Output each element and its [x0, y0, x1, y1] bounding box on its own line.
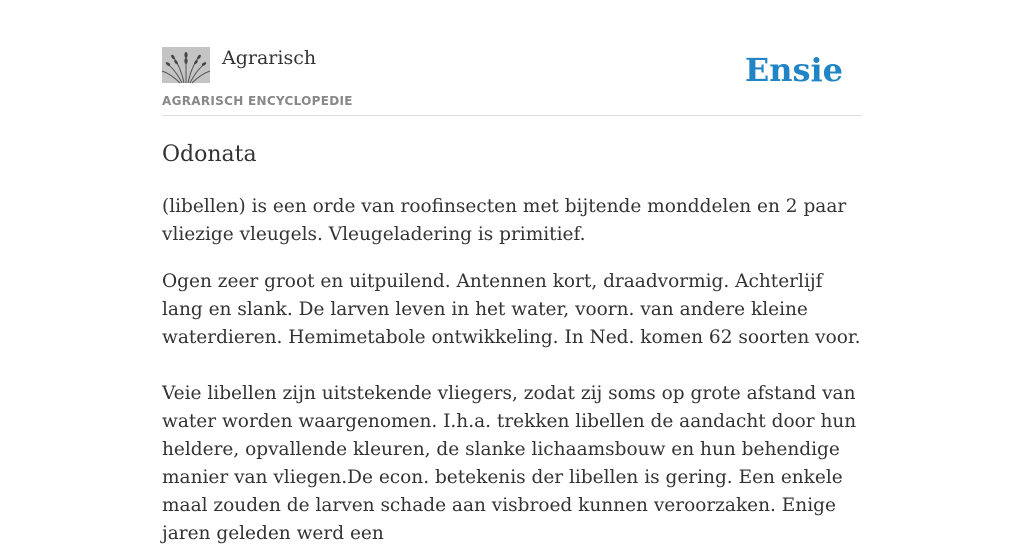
entry-paragraph: (libellen) is een orde van roofinsecten met bijtende monddelen en 2 paar vliezige vleugels. Vleugeladering is primitief. [162, 196, 847, 245]
header [162, 0, 862, 116]
entry-paragraph: Veie libellen zijn uitstekende vliegers, zodat zij soms op grote afstand van water worden waargenomen. I.h.a. trekken libellen de aandacht door hun heldere, opvallende kleuren, de slanke lichaamsbouw en hun behendige manier van vliegen.De econ. betekenis der libellen is gering. Een enkele maal zouden de larven schade aan visbroed kunnen veroorzaken. Enige jaren geleden werd een [162, 383, 857, 544]
source-subtitle: AGRARISCH ENCYCLOPEDIE [162, 94, 353, 108]
content-container [162, 0, 862, 548]
entry-body [162, 193, 862, 548]
source-name[interactable]: Agrarisch [222, 47, 317, 69]
brand-logo[interactable]: Ensie [744, 51, 843, 89]
wheat-logo-icon[interactable] [162, 47, 210, 83]
entry-paragraph: Ogen zeer groot en uitpuilend. Antennen kort, draadvormig. Achterlijf lang en slank. De larven leven in het water, voorn. van andere kleine waterdieren. Hemimetabole ontwikkeling. In Ned. komen 62 soorten voor. [162, 271, 861, 348]
entry-title: Odonata [162, 142, 257, 167]
